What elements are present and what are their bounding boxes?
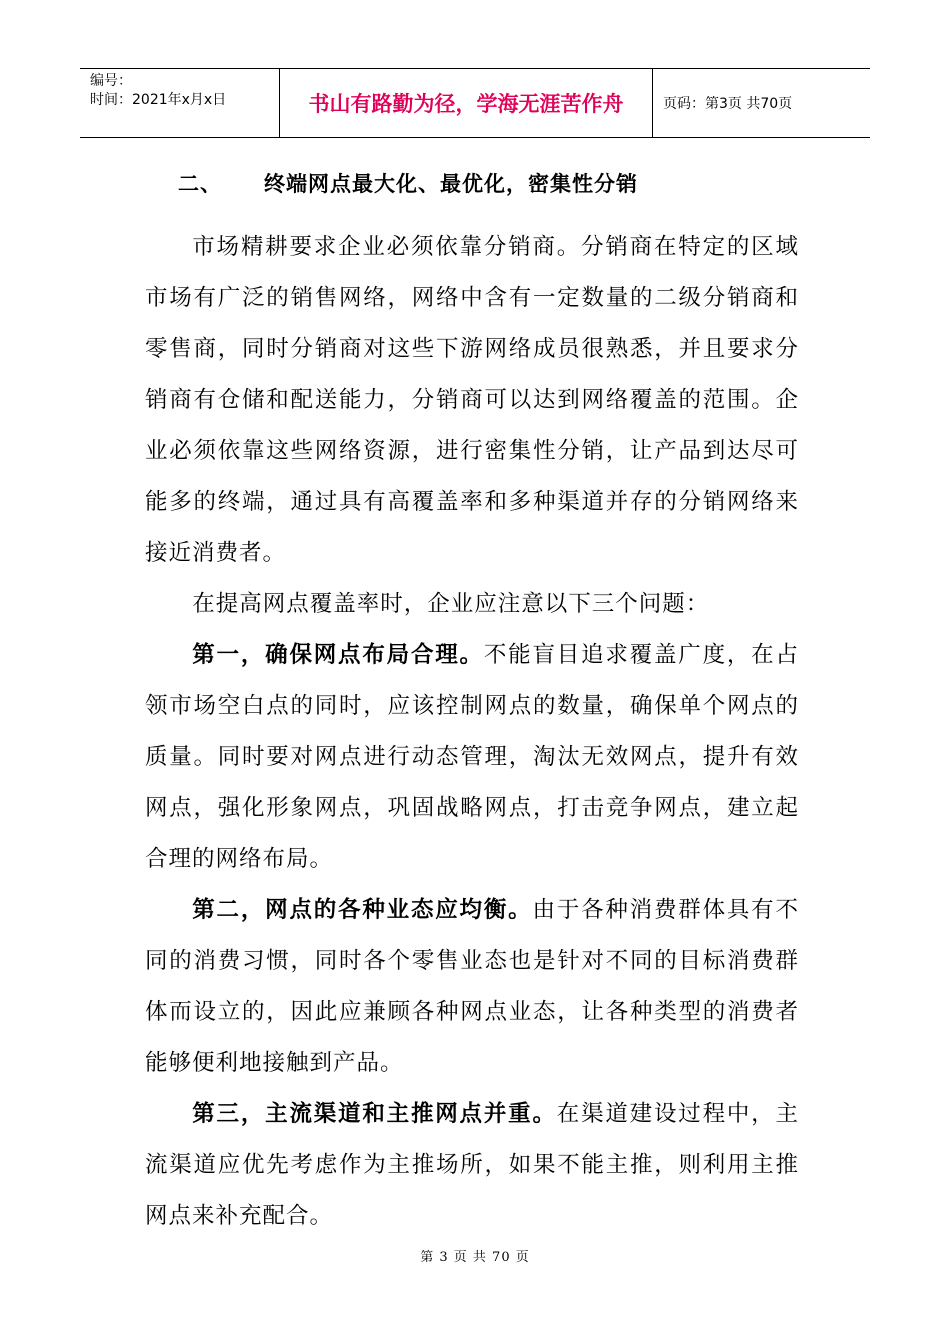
paragraph-1: 市场精耕要求企业必须依靠分销商。分销商在特定的区域市场有广泛的销售网络，网络中含有一定数量的二级分销商和零售商，同时分销商对这些下游网络成员很熟悉，并且要求分销商有仓储和配送能力，分销商可以达到网络覆盖的范围。企业必须依靠这些网络资源，进行密集性分销，让产品到达尽可能多的终端，通过具有高覆盖率和多种渠道并存的分销网络来接近消费者。 [145,234,799,566]
paragraph-3-lead: 第一，确保网点布局合理。 [192,642,484,668]
paragraph-4-lead: 第二，网点的各种业态应均衡。 [192,897,533,923]
time-label: 时间：2021年x月x日 [90,92,227,108]
header-page-label: 页码：第3页 共70页 [663,96,793,112]
paragraph-5-lead: 第三，主流渠道和主推网点并重。 [192,1101,557,1127]
paragraph-2: 在提高网点覆盖率时，企业应注意以下三个问题： [192,591,710,617]
paragraph-5-text: 在渠道建设过程中，主流渠道应优先考虑作为主推场所，如果不能主推，则利用主推网点来补充配合。 [145,1101,799,1229]
section-heading [178,168,638,198]
section-number: 二、 [178,172,222,196]
code-label: 编号： [90,73,132,89]
paragraph-3 [145,630,799,885]
document-body [145,222,799,1242]
header-meta [80,69,280,137]
page-header [80,68,870,138]
paragraph-4-text: 由于各种消费群体具有不同的消费习惯，同时各个零售业态也是针对不同的目标消费群体而设立的，因此应兼顾各种网点业态，让各种类型的消费者能够便利地接触到产品。 [145,897,799,1076]
page-footer: 第 3 页 共 70 页 [420,1250,530,1265]
section-title: 终端网点最大化、最优化，密集性分销 [264,172,638,196]
header-motto: 书山有路勤为径，学海无涯苦作舟 [280,69,653,137]
paragraph-5 [145,1089,799,1242]
paragraph-3-text: 不能盲目追求覆盖广度，在占领市场空白点的同时，应该控制网点的数量，确保单个网点的质量。同时要对网点进行动态管理，淘汰无效网点，提升有效网点，强化形象网点，巩固战略网点，打击竞争网点，建立起合理的网络布局。 [145,642,799,872]
paragraph-4 [145,885,799,1089]
